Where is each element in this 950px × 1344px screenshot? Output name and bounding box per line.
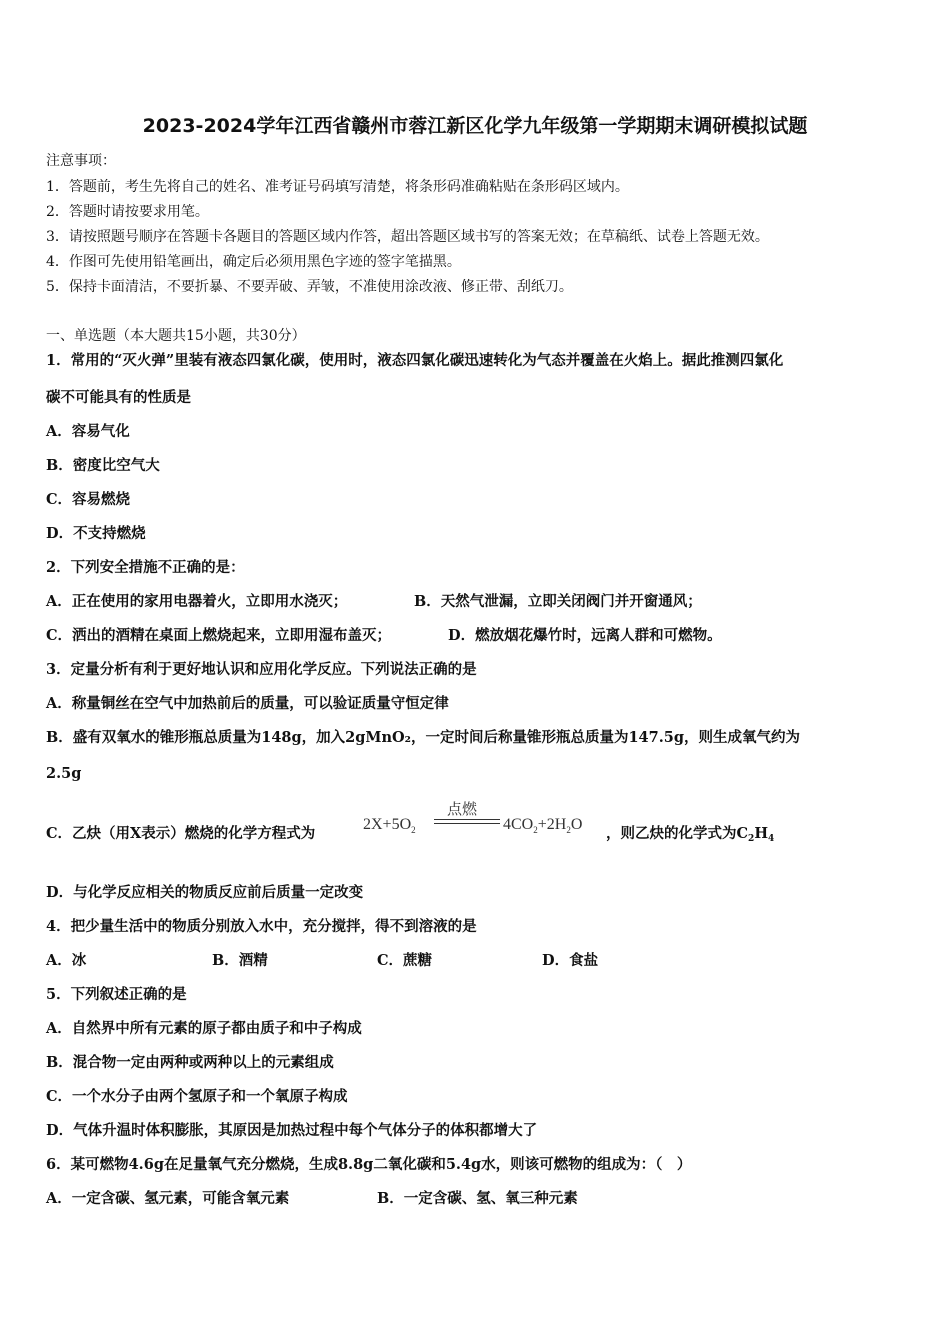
q4-option-a: A．冰 <box>46 952 87 969</box>
page-title: 2023-2024学年江西省赣州市蓉江新区化学九年级第一学期期末调研模拟试题 <box>142 115 808 137</box>
notice-item-3: 3．请按照题号顺序在答题卡各题目的答题区域内作答，超出答题区域书写的答案无效；在草稿纸、试卷上答题无效。 <box>46 229 769 245</box>
equation-products: $4CO_2+2H_2O$ <box>503 816 583 836</box>
q6-stem: 6．某可燃物4.6g在足量氧气充分燃烧，生成8.8g二氧化碳和5.4g水，则该可燃物的组成为：（ ） <box>46 1156 692 1173</box>
section-heading: 一、单选题（本大题共15小题，共30分） <box>46 328 306 344</box>
q5-option-a: A．自然界中所有元素的原子都由质子和中子构成 <box>46 1020 362 1037</box>
q4-option-d: D．食盐 <box>542 952 599 969</box>
notice-item-4: 4．作图可先使用铅笔画出，确定后必须用黑色字迹的签字笔描黑。 <box>46 254 461 270</box>
q6-option-a: A．一定含碳、氢元素，可能含氧元素 <box>46 1190 290 1207</box>
equation-arrow-line-top <box>434 819 500 820</box>
q3-option-c-suffix: ，则乙炔的化学式为$C_2H_4$ <box>606 825 775 844</box>
equation-condition: 点燃 <box>447 802 478 818</box>
q4-stem: 4．把少量生活中的物质分别放入水中，充分搅拌，得不到溶液的是 <box>46 918 477 935</box>
notice-item-2: 2．答题时请按要求用笔。 <box>46 204 209 220</box>
q1-option-a: A．容易气化 <box>46 423 130 440</box>
q5-option-c: C．一个水分子由两个氢原子和一个氧原子构成 <box>46 1088 348 1105</box>
q3-option-a: A．称量铜丝在空气中加热前后的质量，可以验证质量守恒定律 <box>46 695 449 712</box>
notice-item-5: 5．保持卡面清洁，不要折暴、不要弄破、弄皱，不准使用涂改液、修正带、刮纸刀。 <box>46 279 573 295</box>
notice-item-1: 1．答题前，考生先将自己的姓名、准考证号码填写清楚，将条形码准确粘贴在条形码区域内。 <box>46 179 629 195</box>
equation-arrow-line-bottom <box>434 823 500 824</box>
notice-heading: 注意事项： <box>46 153 116 169</box>
q3-option-c-prefix: C．乙炔（用X表示）燃烧的化学方程式为 <box>46 825 316 842</box>
q2-option-c: C．洒出的酒精在桌面上燃烧起来，立即用湿布盖灭； <box>46 627 392 644</box>
q3-option-b-line1: B．盛有双氧水的锥形瓶总质量为148g，加入2gMnO₂，一定时间后称量锥形瓶总质量为147.5g，则生成氧气约为 <box>46 729 801 746</box>
q1-stem-line2: 碳不可能具有的性质是 <box>46 389 191 406</box>
q1-option-c: C．容易燃烧 <box>46 491 131 508</box>
q3-option-d: D．与化学反应相关的物质反应前后质量一定改变 <box>46 884 364 901</box>
q2-stem: 2．下列安全措施不正确的是： <box>46 559 245 576</box>
q3-stem: 3．定量分析有利于更好地认识和应用化学反应。下列说法正确的是 <box>46 661 477 678</box>
q1-stem-line1: 1．常用的“灭火弹”里装有液态四氯化碳，使用时，液态四氯化碳迅速转化为气态并覆盖在火焰上。据此推测四氯化 <box>46 352 784 369</box>
equation-reactants: $2X+5O_2$ <box>363 816 416 836</box>
q2-option-a: A．正在使用的家用电器着火，立即用水浇灭； <box>46 593 348 610</box>
q1-option-b: B．密度比空气大 <box>46 457 160 474</box>
q5-option-d: D．气体升温时体积膨胀，其原因是加热过程中每个气体分子的体积都增大了 <box>46 1122 538 1139</box>
q4-option-c: C．蔗糖 <box>377 952 433 969</box>
q3-option-b-line2: 2.5g <box>46 765 82 782</box>
q5-option-b: B．混合物一定由两种或两种以上的元素组成 <box>46 1054 334 1071</box>
q1-option-d: D．不支持燃烧 <box>46 525 146 542</box>
combustion-equation <box>363 796 619 846</box>
q2-option-d: D．燃放烟花爆竹时，远离人群和可燃物。 <box>448 627 722 644</box>
q2-option-b: B．天然气泄漏，立即关闭阀门并开窗通风； <box>414 593 702 610</box>
q6-option-b: B．一定含碳、氢、氧三种元素 <box>377 1190 578 1207</box>
q5-stem: 5．下列叙述正确的是 <box>46 986 187 1003</box>
q4-option-b: B．酒精 <box>212 952 268 969</box>
